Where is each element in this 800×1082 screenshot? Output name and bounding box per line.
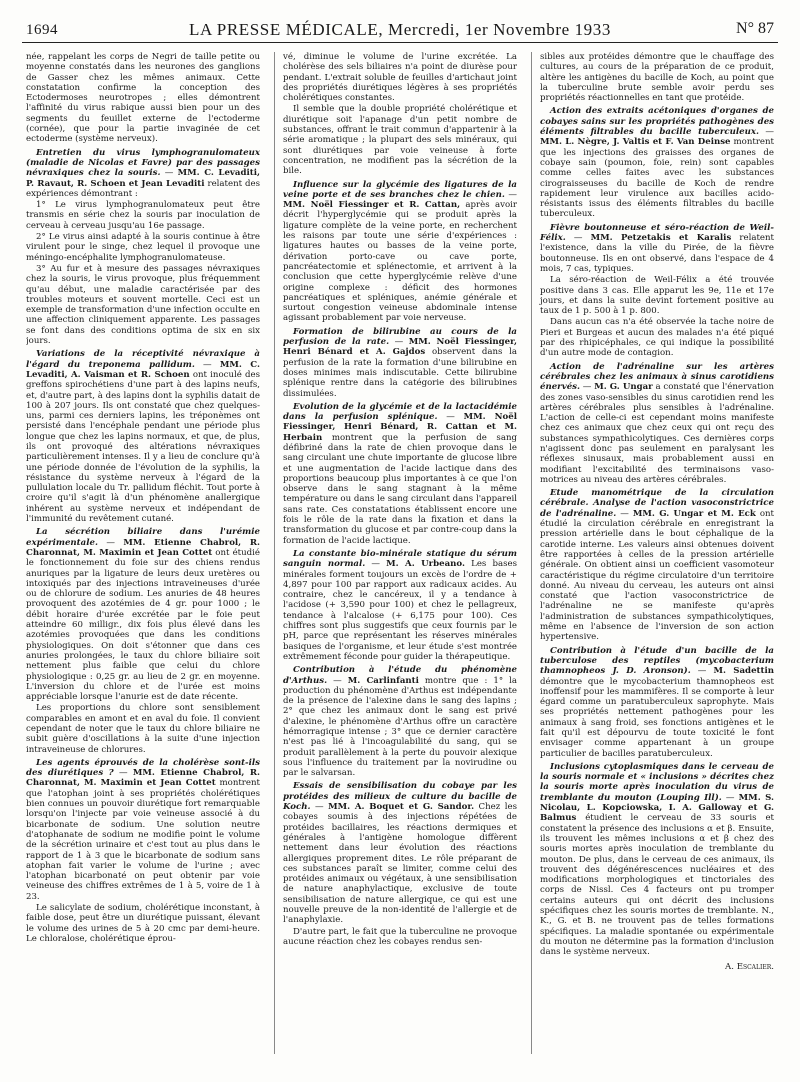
publication-title: LA PRESSE MÉDICALE, Mercredi, 1er Novembre 1933 <box>189 20 611 39</box>
entry-title: Les agents éprouvés de la cholérèse sont-ils des diurétiques ? <box>26 757 260 779</box>
communication-entry <box>540 488 774 642</box>
dash-separator: — <box>160 168 178 179</box>
dash-separator: — <box>690 666 714 677</box>
dash-separator: — <box>437 412 464 423</box>
page-header <box>22 14 778 43</box>
entry-body: montrent que la perfusion de sang défibriné dans la rate de chien provoque dans le sang circulant une chute importante de glucose libre et une augmentation de l'acide lactique dans des proportions beaucoup plus importantes à ce que l'on observe dans le sang stagnant à la même température ou dans le sang circulant dans l'appareil sans rate. Ces constatations établissent encore une fois le rôle de la rate dans la fixation et dans la transformation du glucose et par contre-coup dans la formation de l'acide lactique. <box>283 432 517 546</box>
entry-title: Contribution à l'étude d'un bacille de la tuberculose des reptiles (mycobacterium thamnopheos J. D. Aronson). <box>540 645 774 677</box>
entry-title: Etude manométrique de la circulation cérébrale. Analyse de l'action vasoconstrictrice de l'adrénaline. <box>540 488 774 519</box>
column-3 <box>531 52 774 1054</box>
dash-separator: — <box>565 233 591 244</box>
entry-body: Chez les cobayes soumis à des injections répétées de protéides bacillaires, les réactions dermiques et générales à l'antigène homologue diffèrent nettement dans leur évolution des réactions allergiques proprement dites. Le rôle préparant de ces substances paraît se limiter, comme celui des protéides animaux ou végétaux, à une sensibilisation de nature anaphylactique, exclusive de toute sensibilisation de nature allergique, ce qui est une nouvelle preuve de la non-identité de l'allergie et de l'anaphylaxie. <box>283 802 517 926</box>
communication-entry <box>283 180 517 324</box>
entry-body: observent dans la perfusion de la rate la formation d'une bilirubine en doses minimes mais indiscutable. Cette bilirubine splénique rentre dans la catégorie des bilirubines dissimulées. <box>283 347 517 399</box>
entry-title: Essais de sensibilisation du cobaye par les protéides des milieux de culture du bacille de Koch. <box>283 781 517 813</box>
entry-body: montrent que l'atophan joint à ses propriétés cholérétiques bien connues un pouvoir diurétique fort remarquable lorsqu'on l'injecte par voie veineuse associé à du bicarbonate de sodium. Une solution neutre d'atophanate de sodium ne modifie point le volume de la sécrétion urinaire et c'est tout au plus dans le rapport de 1 à 3 que le bicarbonate de sodium sans atophan fait varier le volume de l'urine ; avec l'atophan bicarbonaté on peut obtenir par voie veineuse des chiffres extrêmes de 1 à 5, voire de 1 à 23. <box>26 778 260 902</box>
communication-entry <box>283 781 517 925</box>
communication-entry <box>540 646 774 759</box>
paragraph: D'autre part, le fait que la tuberculine ne provoque aucune réaction chez les cobayes rendus sen- <box>283 926 517 947</box>
entry-body: relatent l'existence, dans la ville du Pirée, de la fièvre boutonneuse. Ils en ont observé, dans l'espace de 4 mois, 7 cas, typiques. <box>540 233 774 274</box>
paragraph: La séro-réaction de Weil-Félix a été trouvée positive dans 3 cas. Elle apparut les 9e, 11e et 17e jours, et dans la suite devint fortement positive au taux de 1 p. 500 à 1 p. 800. <box>540 275 774 317</box>
dash-separator: — <box>389 337 409 348</box>
entry-body: ont inoculé des greffons spirochétiens d'une part à des lapins neufs, et, d'autre part, à des lapins dont la syphilis datait de 100 à 207 jours. Ils ont constaté que chez quelques-uns, parmi ces derniers lapins, les tréponèmes ont persisté dans l'encéphale pendant une période plus longue que chez les lapins normaux, et que, de plus, ils ont provoqué des altérations névraxiques particulièrement intenses. Il y a lieu de conclure qu'à une période donnée de l'évolution de la syphilis, la résistance du système nerveux à l'égard de la pullulation locale du Tr. pallidum fléchit. Tout porte à croire qu'il s'agit là d'un phénomène anallergique inhérent au système nerveux et indépendant de l'immunité du revêtement cutané. <box>26 369 260 525</box>
entry-authors: MM. Etienne Chabrol, R. Charonnat, M. Maximin et Jean Cottet <box>26 768 260 789</box>
entry-title: Influence sur la glycémie des ligatures de la veine porte et de ses branches chez le chien. <box>283 179 517 200</box>
communication-entry <box>283 402 517 546</box>
entry-title: La sécrétion biliaire dans l'urémie expérimentale. <box>26 527 260 548</box>
communication-entry <box>540 362 774 486</box>
paragraph: Le salicylate de sodium, cholérétique inconstant, à faible dose, peut être un diurétique puissant, élevant le volume des urines de 5 à 20 cmc par demi-heure. Le chloralose, cholérétique éprou- <box>26 903 260 944</box>
dash-separator: — <box>97 537 124 548</box>
communication-entry <box>283 665 517 778</box>
entry-body: relatent des expériences démontrant : <box>26 178 260 199</box>
dash-separator: — <box>310 802 329 813</box>
dash-separator: — <box>616 508 633 519</box>
entry-body: montre que : 1° la production du phénomène d'Arthus est indépendante de la présence de l'alexine dans le sang des lapins ; 2° que chez les animaux dont le sang est privé d'alexine, le phénomène d'Arthus offre un caractère hémorragique intense ; 3° que ce dernier caractère n'est pas lié à l'incoagulabilité du sang, qui se produit parallèlement à la perte du pouvoir alexique sous l'influence du traitement par la novirudine ou par le salvarsan. <box>283 675 517 779</box>
dash-separator: — <box>365 559 387 570</box>
paragraph: 1° Le virus lymphogranulomateux peut être transmis en série chez la souris par inoculation de cerveau à cerveau jusqu'au 16e passage. <box>26 200 260 231</box>
entry-body: étudient le cerveau de 33 souris et constatent la présence des inclusions α et β. Ensuite, ils trouvent les mêmes inclusions α et β chez des souris mortes après inoculation de tremblante du mouton. De plus, dans le cerveau de ces animaux, ils trouvent des dégénérescences nucléaires et des modifications morphologiques et tinctoriales des corps de Nissl. Ces 4 facteurs ont pu tromper certains auteurs qui ont décrit des inclusions spécifiques chez les souris mortes de tremblante. N., K., G. et B. ne trouvent pas de telles formations spécifiques. La maladie spontanée ou expérimentale du mouton ne détermine pas la formation d'inclusion dans le système nerveux. <box>540 813 774 958</box>
column-2 <box>274 52 517 1054</box>
paragraph: vé, diminue le volume de l'urine excrétée. La cholérèse des sels biliaires n'a point de diurèse pour pendant. L'extrait soluble de feuilles d'artichaut joint des propriétés diurétiques légères à ses propriétés cholérétiques constantes. <box>283 52 517 104</box>
page-number: 1694 <box>26 22 58 38</box>
author-signature: A. Escalier. <box>725 961 774 972</box>
entry-title: Formation de bilirubine au cours de la perfusion de la rate. <box>283 326 517 348</box>
communication-entry <box>26 527 260 702</box>
entry-body: démontre que le mycobacterium thamnopheos est inoffensif pour les mammifères. Il se comporte à leur égard comme un paratuberculeux saprophyte. Mais ses propriétés nettement pathogènes pour les animaux à sang froid, ses fonctions antigènes et le fait qu'il est dépourvu de toute toxicité le font envisager comme appartenant à un groupe particulier de bacilles paratuberculeux. <box>540 676 774 759</box>
communication-entry <box>540 106 774 219</box>
dash-separator: — <box>580 382 595 393</box>
communication-entry <box>540 762 774 958</box>
dash-separator: — <box>758 127 774 138</box>
communication-entry <box>26 349 260 524</box>
entry-title: Action de l'adrénaline sur les artères cérébrales chez les animaux à sinus carotidiens énervés. <box>540 361 774 393</box>
entry-title: La constante bio-minérale statique du sérum sanguin normal. <box>283 548 517 570</box>
communication-entry <box>283 327 517 399</box>
communication-entry <box>26 148 260 199</box>
paragraph: 2° Le virus ainsi adapté à la souris continue à être virulent pour le singe, chez lequel il provoque une méningo-encéphalite lymphogranulomateuse. <box>26 232 260 263</box>
paragraph: Dans aucun cas n'a été observée la tache noire de Pieri et Burgeas et aucun des malades n'a été piqué par des rhipicéphales, ce qui indique la possibilité d'un autre mode de contagion. <box>540 317 774 359</box>
entry-body: après avoir décrit l'hyperglycémie qui se produit après la ligature complète de la veine porte, en recherchent les raisons par toute une série d'expériences : ligatures hautes ou basses de la veine porte, dérivation porto-cave ou cave porte, pancréatectomie et splénectomie, et arrivent à la conclusion que cette hyperglycémie relève d'une origine complexe : déficit des hormones pancréatiques et spléniques, anémie générale et surtout congestion veineuse abdominale intense agissant probablement par voie nerveuse. <box>283 200 517 324</box>
paragraph: 3° Au fur et à mesure des passages névraxiques chez la souris, le virus provoque, plus fréquemment qu'au début, une maladie caractérisée par des troubles moteurs et souvent mortelle. Ceci est un exemple de transformation d'une infection occulte en une affection cliniquement apparente. Les passages se font dans des conditions optima de six en six jours. <box>26 263 260 347</box>
communication-entry <box>540 223 774 274</box>
paragraph: Il semble que la double propriété cholérétique et diurétique soit l'apanage d'un petit nombre de substances, offrant le trait commun d'appartenir à la série aromatique ; la plupart des sels minéraux, qui sont diurétiques par voie veineuse à forte concentration, ne modifient pas la sécrétion de la bile. <box>283 104 517 177</box>
entry-authors: MM. Petzetakis et Karalis <box>590 233 732 244</box>
entry-authors: MM. G. Ungar et M. Eck <box>632 508 756 519</box>
entry-authors: M. A. Urbeano. <box>386 559 465 570</box>
entry-authors: MM. C. Levaditi, A. Vaisman et R. Schoen <box>26 359 260 380</box>
entry-title: Variations de la réceptivité névraxique à l'égard du treponema pallidum. <box>26 349 260 370</box>
dash-separator: — <box>327 675 348 686</box>
entry-authors: MM. S. Nicolau, L. Kopciowska, I. A. Galloway et G. Balmus <box>540 792 774 824</box>
entry-title: Evolution de la glycémie et de la lactacidémie dans la perfusion splénique. <box>283 401 517 423</box>
dash-separator: — <box>504 189 517 200</box>
entry-authors: MM. C. Levaditi, P. Ravaut, R. Schoen et Jean Levaditi <box>26 168 260 189</box>
entry-body: montrent que les injections des graisses des organes de cobaye sain (poumon, foie, rein) sont capables comme celles faites avec les substances cirograisseuses du bacille de Koch de rendre rapidement leur virulence aux bacilles acido-résistants issus des éléments filtrables du bacille tuberculeux. <box>540 137 774 220</box>
entry-authors: MM. Etienne Chabrol, R. Charonnat, M. Maximin et Jean Cottet <box>26 537 260 558</box>
entry-body: Les bases minérales forment toujours un excès de l'ordre de + 4,897 pour 100 par rapport aux radicaux acides. Au contraire, chez le cancéreux, il y a tendance à l'acidose (+ 3,590 pour 100) et chez le pellagreux, tendance à l'alcalose (+ 6,175 pour 100). Ces chiffres sont plus suggestifs que ceux fournis par le pH, parce que représentant les réserves minérales basiques de l'organisme, et leur étude s'est montrée extrêmement féconde pour guider la thérapeutique. <box>283 559 517 662</box>
dash-separator: — <box>721 792 739 803</box>
entry-authors: MM. L. Nègre, J. Valtis et F. Van Deinse <box>540 137 731 148</box>
entry-authors: MM. Noël Fiessinger, Henri Bénard, R. Cattan et M. Herbain <box>283 412 517 443</box>
communication-entry <box>26 758 260 902</box>
entry-authors: MM. Noël Fiessinger et R. Cattan, <box>283 200 461 211</box>
paragraph: née, rappelant les corps de Negri de taille petite ou moyenne constatés dans les neurones des ganglions de Gasser chez les mêmes animaux. Cette constatation confirme la conception des Ectodermoses neurotropes ; elles démontrent l'affinité du virus rabique aussi bien pour un des segments du feuillet externe de l'ectoderme (cornée), que pour la partie invaginée de cet ectoderme (système nerveux). <box>26 52 260 145</box>
communication-entry <box>283 549 517 662</box>
issue-number: N° 87 <box>736 20 774 37</box>
paragraph: Les proportions du chlore sont sensiblement comparables en amont et en aval du foie. Il convient cependant de noter que le taux du chlore biliaire ne subit guère d'oscillations à la suite d'une injection intraveineuse de chlorures. <box>26 703 260 755</box>
paragraph: sibles aux protéides démontre que le chauffage des cultures, au cours de la préparation de ce produit, altère les antigènes du bacille de Koch, au point que la tuberculine brute semble avoir perdu ses propriétés réactionnelles en tant que protéide. <box>540 52 774 104</box>
dash-separator: — <box>113 768 133 779</box>
entry-body: a constaté que l'énervation des zones vaso-sensibles du sinus carotidien rend les artères cérébrales plus sensibles à l'adrénaline. L'action de celle-ci est cependant moins manifeste chez ces animaux que chez ceux qui ont reçu des substances sympathicolytiques. Ces dernières corps n'agissent donc pas seulement en paralysant les réflexes sinusaux, mais probablement aussi en modifiant l'excitabilité des terminaisons vaso-motrices au niveau des artères cérébrales. <box>540 382 774 485</box>
column-1 <box>26 52 260 1054</box>
entry-authors: MM. Noël Fiessinger, Henri Bénard et A. Gajdos <box>283 337 517 358</box>
entry-title: Entretien du virus lymphogranulomateux (maladie de Nicolas et Favre) par des passages névraxiques chez la souris. <box>26 147 260 179</box>
entry-authors: M. Carlinfanti <box>347 675 419 686</box>
entry-authors: M. G. Ungar <box>594 382 653 393</box>
entry-body: ont étudié le fonctionnement du foie sur des chiens rendus anuriques par la ligature de leurs deux uretères ou intoxiqués par des injections intraveineuses d'urée ou de chlorure de sodium. Les anuries de 48 heures provoquent des azotémies de 4 gr. pour 1000 ; le débit horaire d'urée excrétée par le foie peut atteindre 60 milligr., dix fois plus élevé dans les azotémies provoquées que dans les conditions physiologiques. On doit s'étonner que dans ces anuries prolongées, le taux du chlore biliaire soit nettement plus faible que celui du chlore physiologique : 0,25 gr. au lieu de 2 gr. en moyenne. L'inversion du chlore et de l'urée est moins appréciable lorsque l'anurie est de date récente. <box>26 547 260 703</box>
entry-body: ont étudié la circulation cérébrale en enregistrant la pression artérielle dans le bout céphalique de la carotide interne. Les valeurs ainsi obtenues doivent être rapportées à celles de la pression artérielle générale. On obtient ainsi un coefficient vasomoteur caractéristique du régime circulatoire d'un territoire donné. Au niveau du cerveau, les auteurs ont ainsi constaté que l'action vasoconstrictrice de l'adrénaline ne se manifeste qu'après l'administration de substances sympathicolytiques, même en l'absence de l'inversion de son action hypertensive. <box>540 508 774 643</box>
dash-separator: — <box>194 359 220 370</box>
entry-title: Contribution à l'étude du phénomène d'Arthus. <box>283 665 517 686</box>
entry-authors: M. Sadettin <box>713 666 774 677</box>
article-columns <box>26 52 774 1054</box>
entry-title: Fièvre boutonneuse et séro-réaction de Weil-Félix. <box>540 222 774 244</box>
entry-authors: MM. A. Boquet et G. Sandor. <box>328 802 475 813</box>
entry-title: Inclusions cytoplasmiques dans le cerveau de la souris normale et « inclusions » décrites chez la souris morte après inoculation du virus de tremblante du mouton (Louping Ill). <box>540 761 774 803</box>
entry-title: Action des extraits acétoniques d'organes de cobayes sains sur les propriétés pathogènes des éléments filtrables du bacille tuberculeux. <box>540 106 774 138</box>
